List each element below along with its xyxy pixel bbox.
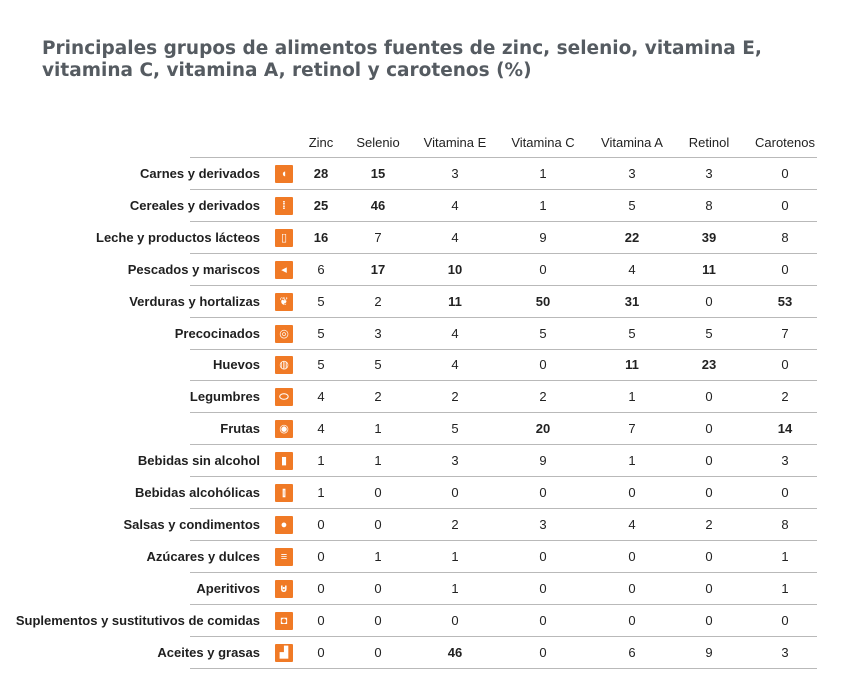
table-cell: 9 — [539, 229, 547, 245]
row-label: Frutas — [220, 421, 260, 437]
table-cell: 5 — [317, 357, 325, 373]
soft-drink-icon: ▮ — [275, 452, 293, 470]
table-cell: 8 — [781, 229, 789, 245]
precooked-icon: ◎ — [275, 325, 293, 343]
page-title — [42, 38, 802, 82]
table-cell: 4 — [451, 357, 459, 373]
table-cell: 39 — [701, 229, 717, 245]
table-cell: 5 — [374, 357, 382, 373]
table-cell: 0 — [539, 548, 547, 564]
table-row — [0, 318, 860, 350]
table-cell: 2 — [451, 516, 459, 532]
row-label: Aperitivos — [196, 580, 260, 596]
table-row — [0, 637, 860, 669]
egg-icon: ◍ — [275, 356, 293, 374]
row-label: Verduras y hortalizas — [129, 293, 260, 309]
table-cell: 2 — [705, 516, 713, 532]
table-cell: 2 — [451, 389, 459, 405]
table-cell: 3 — [781, 453, 789, 469]
table-cell: 9 — [705, 644, 713, 660]
table-cell: 17 — [370, 261, 386, 277]
table-cell: 4 — [628, 516, 636, 532]
column-header: Vitamina C — [511, 134, 575, 150]
column-header: Zinc — [308, 134, 334, 150]
table-row — [0, 477, 860, 509]
table-row — [0, 222, 860, 254]
table-cell: 25 — [313, 197, 329, 213]
table-cell: 0 — [451, 612, 459, 628]
table-cell: 0 — [317, 516, 325, 532]
table-cell: 0 — [374, 580, 382, 596]
fish-icon: ◂ — [275, 261, 293, 279]
table-cell: 0 — [539, 485, 547, 500]
table-cell: 5 — [628, 325, 636, 341]
table-cell: 0 — [317, 580, 325, 596]
table-cell: 0 — [781, 166, 789, 181]
table-cell: 3 — [781, 644, 789, 660]
table-cell: 2 — [374, 389, 382, 405]
row-label: Azúcares y dulces — [146, 548, 260, 564]
table-cell: 3 — [451, 453, 459, 469]
table-row — [0, 541, 860, 573]
table-row — [0, 254, 860, 286]
alcohol-icon: ⫾ — [275, 484, 293, 502]
table-cell: 9 — [539, 453, 547, 469]
table-cell: 15 — [370, 166, 386, 181]
table-cell: 8 — [781, 516, 789, 532]
table-cell: 3 — [628, 166, 636, 181]
table-cell: 0 — [374, 485, 382, 500]
table-cell: 22 — [624, 229, 640, 245]
row-label: Suplementos y sustitutivos de comidas — [15, 612, 260, 628]
table-row — [0, 286, 860, 318]
table-cell: 3 — [539, 516, 547, 532]
table-cell: 0 — [781, 485, 789, 500]
table-cell: 0 — [317, 612, 325, 628]
table-cell: 5 — [628, 197, 636, 213]
table-row — [0, 413, 860, 445]
table-cell: 46 — [447, 644, 463, 660]
table-cell: 3 — [374, 325, 382, 341]
milk-icon: ▯ — [275, 229, 293, 247]
table-cell: 7 — [628, 421, 636, 437]
row-label: Salsas y condimentos — [123, 516, 260, 532]
table-cell: 1 — [317, 485, 325, 500]
table-cell: 4 — [628, 261, 636, 277]
table-cell: 50 — [535, 293, 551, 309]
table-cell: 0 — [705, 421, 713, 437]
table-cell: 11 — [702, 261, 716, 277]
table-cell: 10 — [447, 261, 463, 277]
table-cell: 7 — [781, 325, 789, 341]
table-cell: 53 — [777, 293, 793, 309]
table-cell: 0 — [705, 485, 713, 500]
table-cell: 1 — [781, 580, 789, 596]
table-cell: 1 — [317, 453, 325, 469]
table-cell: 1 — [628, 389, 636, 405]
table-cell: 0 — [628, 485, 636, 500]
row-label: Precocinados — [174, 325, 260, 341]
table-cell: 6 — [628, 644, 636, 660]
table-cell: 1 — [539, 197, 547, 213]
row-label: Pescados y mariscos — [127, 261, 260, 277]
table-cell: 1 — [374, 548, 382, 564]
table-cell: 0 — [539, 261, 547, 277]
column-header: Retinol — [688, 134, 730, 150]
column-header: Vitamina A — [601, 134, 663, 150]
table-cell: 0 — [781, 357, 789, 373]
table-cell: 0 — [705, 453, 713, 469]
table-cell: 0 — [628, 548, 636, 564]
table-cell: 0 — [781, 612, 789, 628]
sweets-icon: ≡ — [275, 548, 293, 566]
row-label: Cereales y derivados — [129, 197, 260, 213]
cereal-icon: ⁞ — [275, 197, 293, 215]
table-cell: 0 — [705, 293, 713, 309]
title-line-2: vitamina C, vitamina A, retinol y carotenos (%) — [42, 60, 532, 81]
table-cell: 5 — [317, 293, 325, 309]
table-cell: 5 — [451, 421, 459, 437]
table-cell: 3 — [451, 166, 459, 181]
table-cell: 28 — [313, 166, 329, 181]
table-cell: 0 — [374, 644, 382, 660]
table-cell: 0 — [539, 357, 547, 373]
table-row — [0, 573, 860, 605]
table-cell: 0 — [705, 612, 713, 628]
table-cell: 0 — [374, 612, 382, 628]
table-cell: 0 — [317, 644, 325, 660]
row-divider — [190, 668, 817, 669]
table-cell: 3 — [705, 166, 713, 181]
column-header: Selenio — [356, 134, 400, 150]
table-cell: 6 — [317, 261, 325, 277]
table-row — [0, 605, 860, 637]
table-cell: 0 — [539, 612, 547, 628]
row-label: Leche y productos lácteos — [96, 229, 260, 245]
table-cell: 1 — [781, 548, 789, 564]
table-cell: 0 — [705, 580, 713, 596]
snack-icon: ⊍ — [275, 580, 293, 598]
table-cell: 1 — [374, 421, 382, 437]
sauce-icon: ● — [275, 516, 293, 534]
table-cell: 0 — [705, 548, 713, 564]
table-row — [0, 509, 860, 541]
oil-icon: ▟ — [275, 644, 293, 662]
table-cell: 2 — [781, 389, 789, 405]
table-cell: 5 — [539, 325, 547, 341]
table-cell: 0 — [539, 580, 547, 596]
table-cell: 0 — [451, 485, 459, 500]
table-row — [0, 381, 860, 413]
table-row — [0, 158, 860, 190]
fruit-icon: ◉ — [275, 420, 293, 438]
table-cell: 1 — [374, 453, 382, 469]
table-cell: 1 — [451, 548, 459, 564]
table-cell: 7 — [374, 229, 382, 245]
meat-icon: ◖ — [275, 165, 293, 183]
column-header: Vitamina E — [423, 134, 487, 150]
row-label: Bebidas sin alcohol — [137, 453, 260, 469]
table-cell: 46 — [370, 197, 386, 213]
table-cell: 5 — [705, 325, 713, 341]
table-row — [0, 349, 860, 381]
table-cell: 2 — [374, 293, 382, 309]
table-cell: 0 — [628, 580, 636, 596]
table-cell: 31 — [624, 293, 640, 309]
row-label: Carnes y derivados — [140, 166, 260, 181]
row-label: Legumbres — [189, 389, 260, 405]
table-cell: 0 — [628, 612, 636, 628]
vegetable-icon: ❦ — [275, 293, 293, 311]
table-cell: 0 — [705, 389, 713, 405]
table-cell: 4 — [451, 197, 459, 213]
table-cell: 8 — [705, 197, 713, 213]
table-cell: 1 — [628, 453, 636, 469]
row-label: Aceites y grasas — [157, 644, 260, 660]
table-cell: 2 — [539, 389, 547, 405]
table-cell: 5 — [317, 325, 325, 341]
row-label: Huevos — [213, 357, 260, 373]
table-cell: 4 — [451, 229, 459, 245]
table-cell: 11 — [448, 293, 462, 309]
table-row — [0, 190, 860, 222]
title-line-1: Principales grupos de alimentos fuentes de zinc, selenio, vitamina E, — [42, 38, 762, 59]
table-cell: 1 — [451, 580, 459, 596]
supplement-icon: ◘ — [275, 612, 293, 630]
legume-icon: ⬭ — [275, 388, 293, 406]
column-header: Carotenos — [755, 134, 815, 150]
table-cell: 23 — [701, 357, 717, 373]
table-cell: 16 — [313, 229, 329, 245]
table-row — [0, 445, 860, 477]
table-cell: 4 — [317, 421, 325, 437]
row-label: Bebidas alcohólicas — [135, 485, 260, 500]
table-cell: 0 — [317, 548, 325, 564]
table-cell: 0 — [781, 197, 789, 213]
table-cell: 0 — [781, 261, 789, 277]
table-cell: 0 — [539, 644, 547, 660]
table-cell: 14 — [777, 421, 793, 437]
table-cell: 11 — [625, 357, 639, 373]
table-cell: 20 — [535, 421, 551, 437]
table-cell: 4 — [451, 325, 459, 341]
table-cell: 1 — [539, 166, 547, 181]
table-cell: 0 — [374, 516, 382, 532]
table-cell: 4 — [317, 389, 325, 405]
